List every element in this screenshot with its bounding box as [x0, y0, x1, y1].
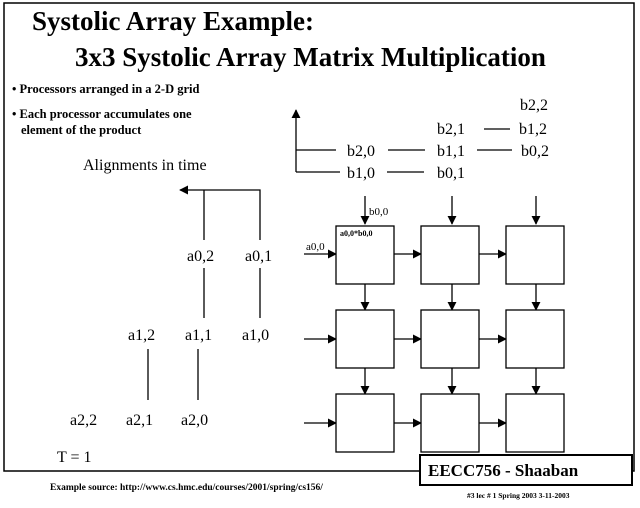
- alignments-label: Alignments in time: [83, 157, 207, 174]
- a12-label: a1,2: [128, 327, 156, 344]
- footer-source: Example source: http://www.cs.hmc.edu/courses/2001/spring/cs156/: [50, 483, 323, 493]
- processor-cell: [421, 226, 479, 284]
- processor-cells: [336, 226, 564, 452]
- processor-cell: [336, 394, 394, 452]
- a20-label: a2,0: [181, 412, 209, 429]
- slide-title-line1: Systolic Array Example:: [32, 6, 314, 36]
- b11-label: b1,1: [437, 143, 465, 160]
- bullet-2-cont: element of the product: [21, 123, 142, 137]
- processor-cell: [336, 310, 394, 368]
- footer-meta: #3 lec # 1 Spring 2003 3-11-2003: [467, 491, 570, 500]
- processor-cell: [506, 310, 564, 368]
- a11-label: a1,1: [185, 327, 213, 344]
- b02-label: b0,2: [521, 143, 549, 160]
- processor-cell: [421, 394, 479, 452]
- bullet-1: • Processors arranged in a 2-D grid: [12, 82, 200, 96]
- b-input-connectors: [296, 110, 512, 172]
- b20-label: b2,0: [347, 143, 375, 160]
- processor-cell: [506, 394, 564, 452]
- a01-label: a0,1: [245, 248, 273, 265]
- processor-cell: [421, 310, 479, 368]
- a-input-connectors: [148, 190, 260, 400]
- course-badge-text: EECC756 - Shaaban: [428, 461, 579, 480]
- a10-label: a1,0: [242, 327, 270, 344]
- a00-label: a0,0: [306, 241, 325, 253]
- cell-product-label: a0,0*b0,0: [340, 229, 373, 238]
- time-label: T = 1: [57, 449, 92, 466]
- b22-label: b2,2: [520, 97, 548, 114]
- b10-label: b1,0: [347, 165, 375, 182]
- processor-grid: [304, 196, 564, 452]
- a22-label: a2,2: [70, 412, 98, 429]
- slide-title-line2: 3x3 Systolic Array Matrix Multiplication: [75, 42, 546, 72]
- a02-label: a0,2: [187, 248, 215, 265]
- a21-label: a2,1: [126, 412, 154, 429]
- bullet-2: • Each processor accumulates one: [12, 107, 192, 121]
- processor-cell: [506, 226, 564, 284]
- b12-label: b1,2: [519, 121, 547, 138]
- b01-label: b0,1: [437, 165, 465, 182]
- b21-label: b2,1: [437, 121, 465, 138]
- time-arrow: [180, 190, 260, 240]
- b00-label: b0,0: [369, 206, 389, 218]
